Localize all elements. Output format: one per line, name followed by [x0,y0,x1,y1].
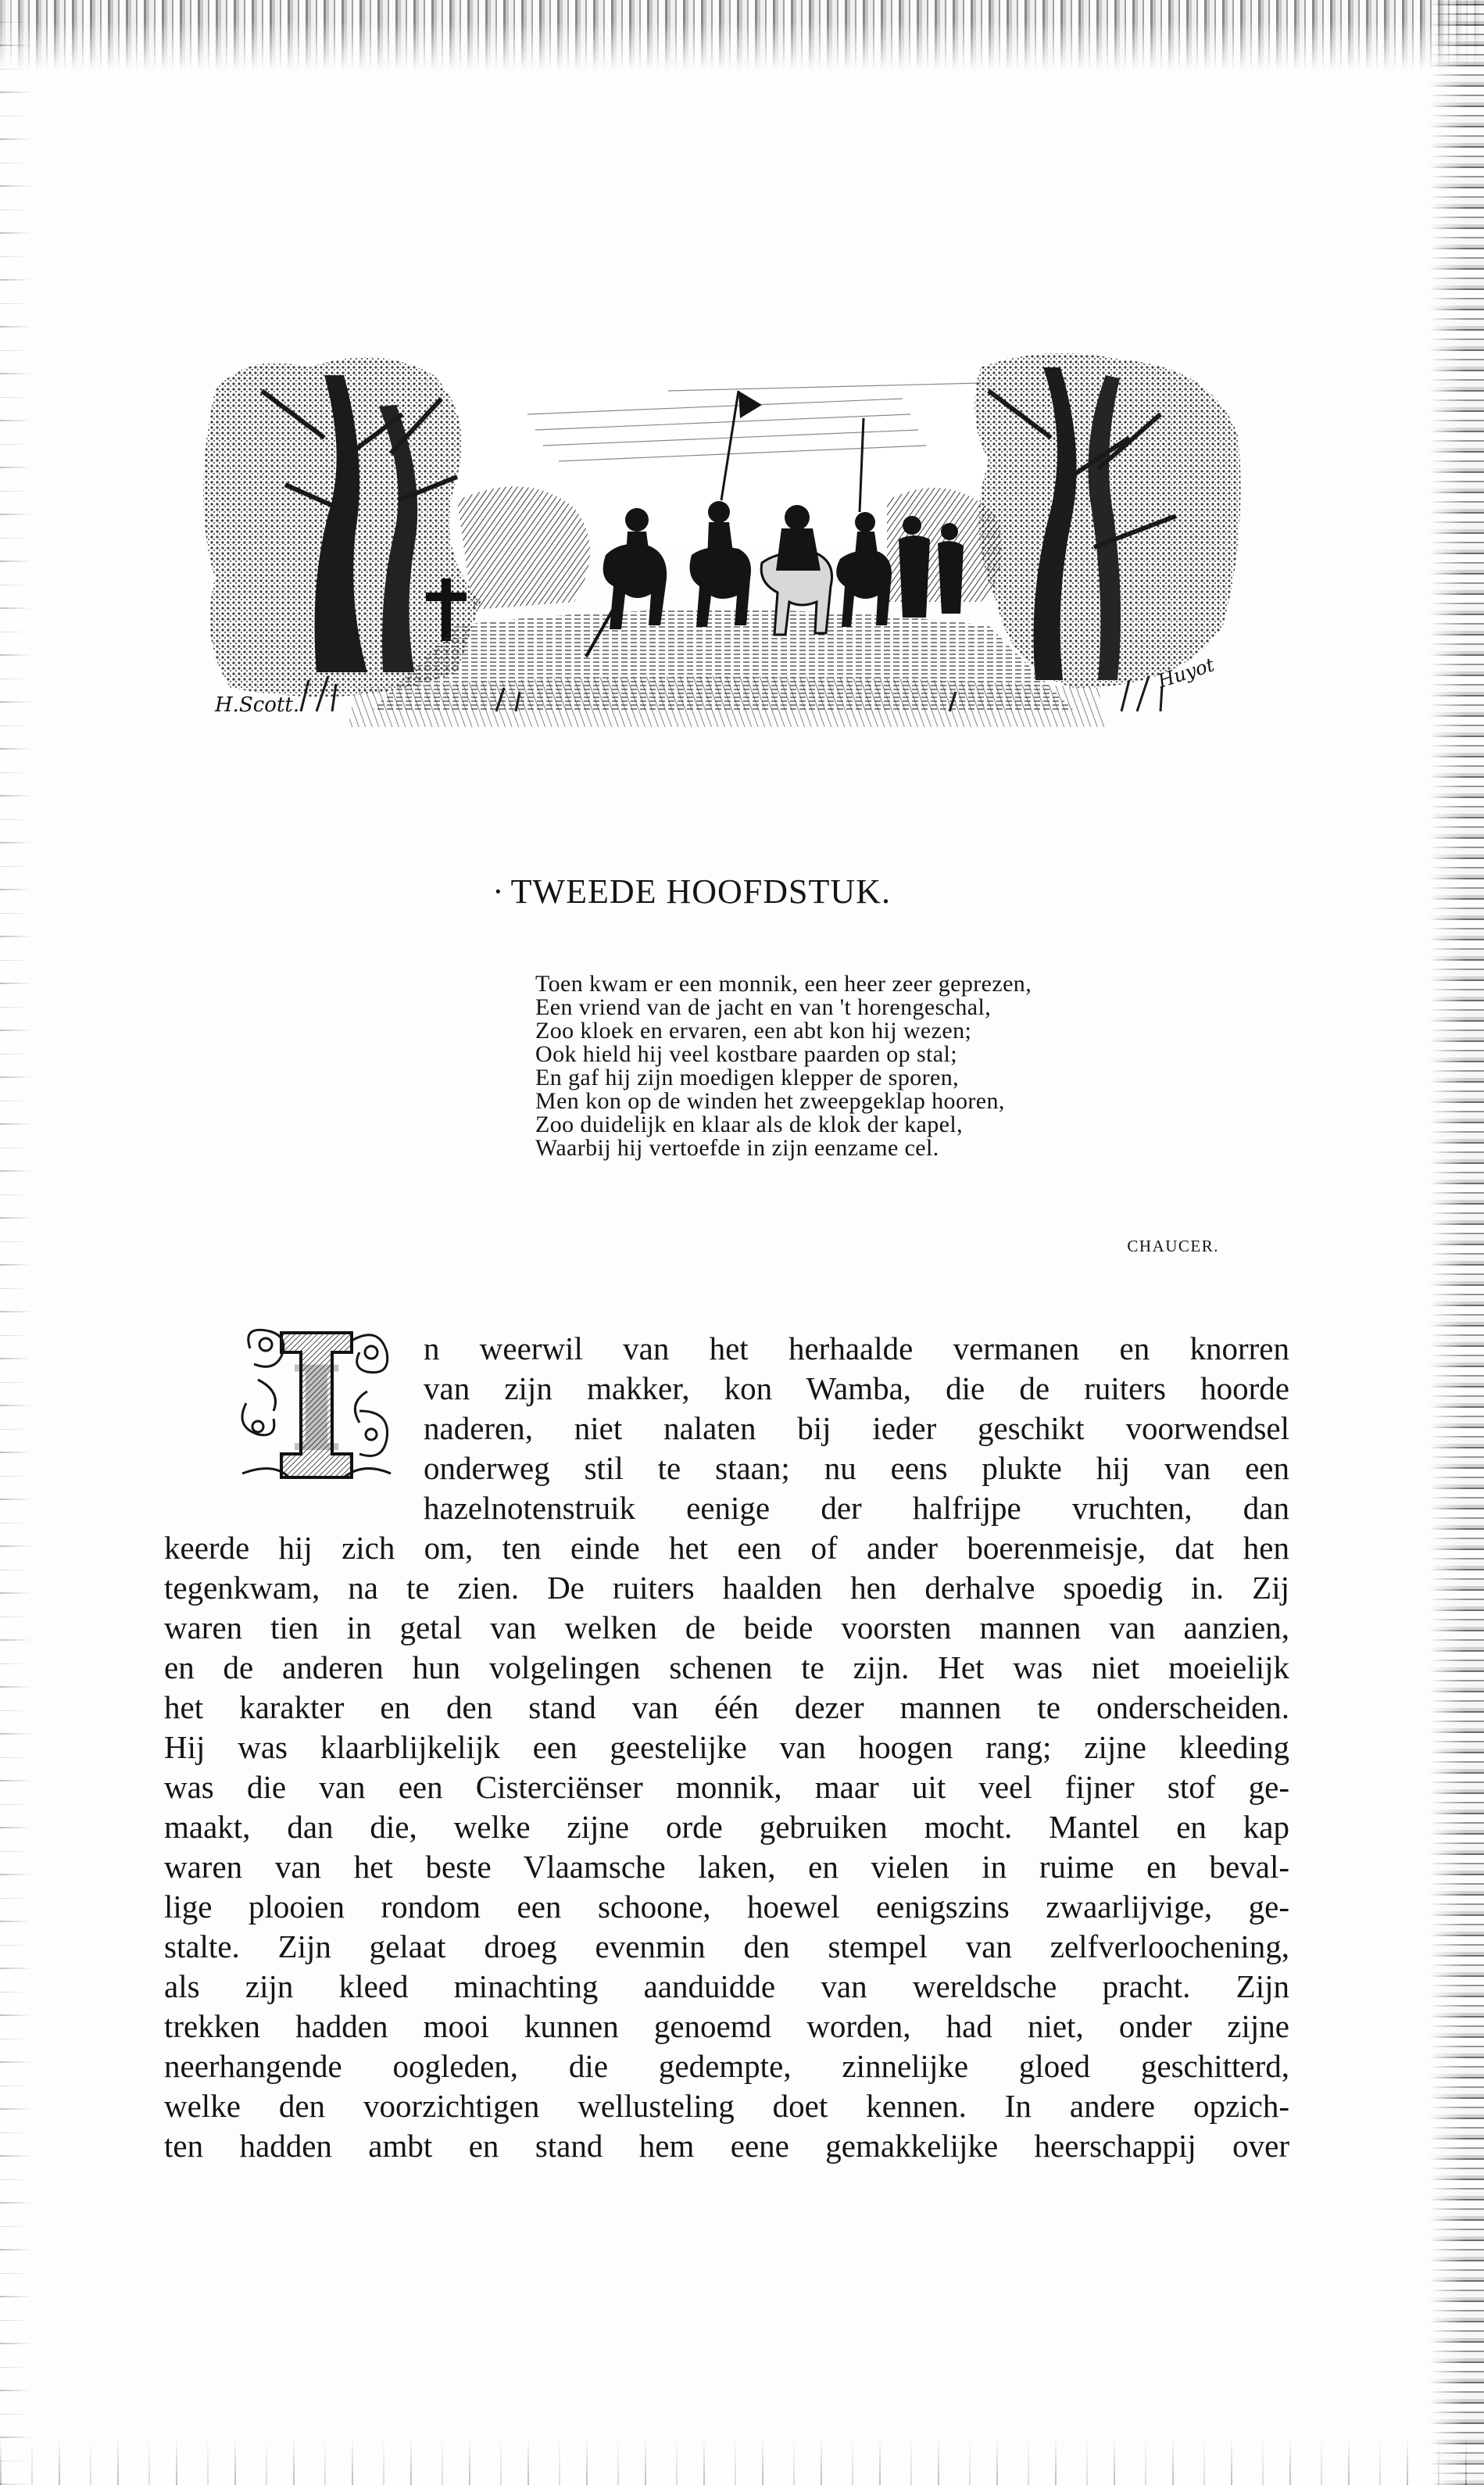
body-line: naderen, niet nalaten bij ieder geschikt voorwendsel [424,1410,1289,1446]
body-line: was die van een Cisterciënser monnik, maar uit veel fijner stof ge- [164,1769,1289,1805]
body-line: ten hadden ambt en stand hem eene gemakkelijke heerschappij over [164,2128,1289,2164]
engraving-vignette [199,344,1246,727]
epigraph-line: Een vriend van de jacht en van 't horengeschal, [535,994,992,1020]
epigraph-line: Waarbij hij vertoefde in zijn eenzame cel. [535,1135,939,1161]
body-line: n weerwil van het herhaalde vermanen en knorren [424,1330,1289,1366]
body-line: stalte. Zijn gelaat droeg evenmin den stempel van zelfverloochening, [164,1928,1289,1964]
body-line: maakt, dan die, welke zijne orde gebruiken mocht. Mantel en kap [164,1809,1289,1845]
body-line: neerhangende oogleden, die gedempte, zinnelijke gloed geschitterd, [164,2048,1289,2084]
body-line: van zijn makker, kon Wamba, die de ruiters hoorde [424,1370,1289,1406]
scan-edge-bottom [0,2438,1484,2485]
body-line: en de anderen hun volgelingen schenen te zijn. Het was niet moeielijk [164,1649,1289,1685]
scan-edge-top [0,0,1484,70]
epigraph-line: En gaf hij zijn moedigen klepper de sporen, [535,1065,960,1090]
body-line: het karakter en den stand van één dezer mannen te onderscheiden. [164,1689,1289,1725]
body-line: onderweg stil te staan; nu eens plukte hij van een [424,1450,1289,1486]
body-line: waren tien in getal van welken de beide voorsten mannen van aanzien, [164,1610,1289,1645]
epigraph-line: Zoo kloek en ervaren, een abt kon hij wezen; [535,1018,972,1044]
body-line: lige plooien rondom een schoone, hoewel eenigszins zwaarlijvige, ge- [164,1889,1289,1925]
body-text [164,1329,1289,2166]
body-line: als zijn kleed minachting aanduidde van wereldsche pracht. Zijn [164,1968,1289,2004]
body-line: keerde hij zich om, ten einde het een of ander boerenmeisje, dat hen [164,1530,1289,1566]
body-line: hazelnotenstruik eenige der halfrijpe vruchten, dan [424,1490,1289,1526]
chapter-prefix-mark: · [492,872,505,911]
epigraph-line: Toen kwam er een monnik, een heer zeer geprezen, [535,971,1032,997]
body-line: trekken hadden mooi kunnen genoemd worden, had niet, onder zijne [164,2008,1289,2044]
scan-edge-right [1429,0,1484,2485]
epigraph [535,972,1286,1160]
body-line: welke den voorzichtigen wellusteling doet kennen. In andere opzich- [164,2088,1289,2124]
body-line: waren van het beste Vlaamsche laken, en vielen in ruime en beval- [164,1849,1289,1885]
engraver-signature-right: Huyot [1155,653,1218,693]
chapter-title-text: TWEEDE HOOFDSTUK. [510,872,891,911]
body-line: tegenkwam, na te zien. De ruiters haalden hen derhalve spoedig in. Zij [164,1570,1289,1606]
engraver-signature-left: H.Scott. [215,693,300,717]
epigraph-attribution: CHAUCER. [1127,1237,1219,1255]
scan-edge-left [0,0,31,2485]
drop-cap-letter: I [288,1341,345,1478]
body-line: Hij was klaarblijkelijk een geestelijke van hoogen rang; zijne kleeding [164,1729,1289,1765]
epigraph-line: Zoo duidelijk en klaar als de klok der kapel, [535,1112,963,1137]
epigraph-line: Ook hield hij veel kostbare paarden op stal; [535,1041,957,1067]
chapter-title [492,872,1039,911]
epigraph-line: Men kon op de winden het zweepgeklap hooren, [535,1088,1005,1114]
